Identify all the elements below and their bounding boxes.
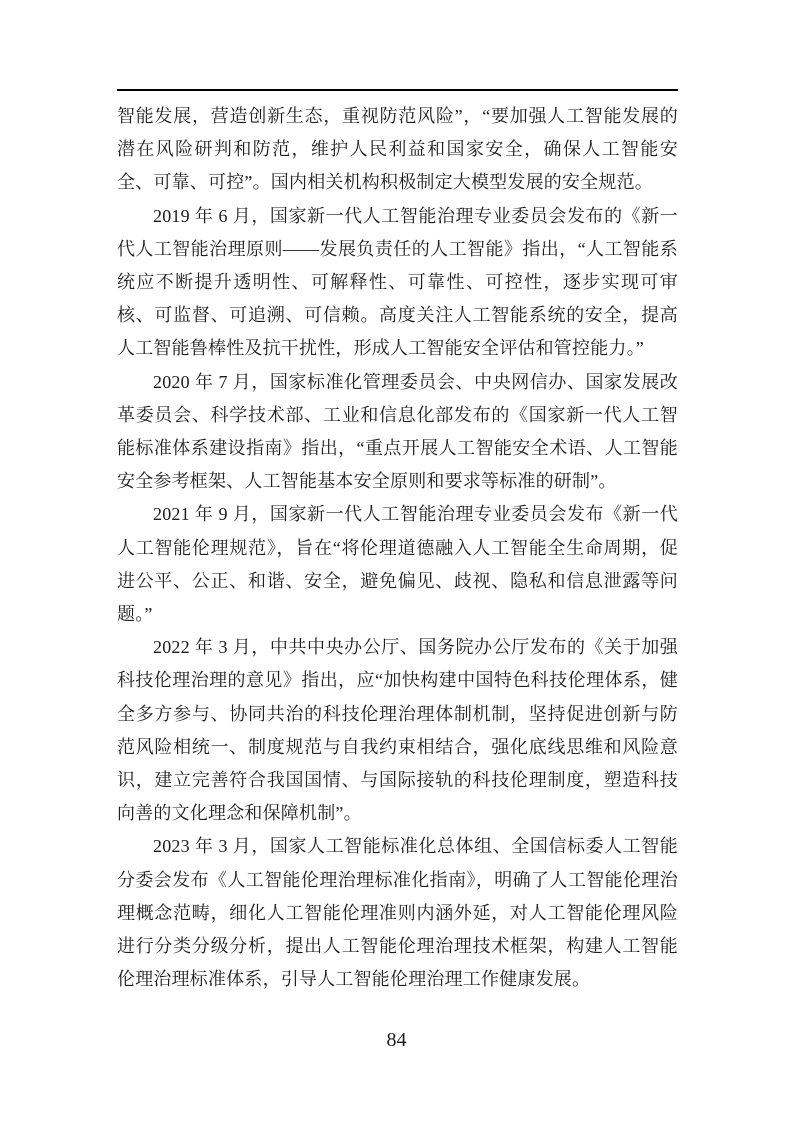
paragraph-2020: 2020 年 7 月，国家标准化管理委员会、中央网信办、国家发展改革委员会、科学技术部、工业和信息化部发布的《国家新一代人工智能标准体系建设指南》指出，“重点开展人工智能安全术语、人工智能安全参考框架、人工智能基本安全原则和要求等标准的研制”。 bbox=[117, 371, 678, 492]
paragraph-2021: 2021 年 9 月，国家新一代人工智能治理专业委员会发布《新一代人工智能伦理规范》，旨在“将伦理道德融入人工智能全生命周期，促进公平、公正、和谐、安全，避免偏见、歧视、隐私和信息泄露等问题。” bbox=[117, 504, 678, 625]
paragraph-continuation: 智能发展，营造创新生态，重视防范风险”，“要加强人工智能发展的潜在风险研判和防范，维护人民利益和国家安全，确保人工智能安全、可靠、可控”。国内相关机构积极制定大模型发展的安全规范。 bbox=[117, 106, 678, 193]
header-rule bbox=[117, 89, 678, 91]
page-footer bbox=[0, 1028, 793, 1052]
paragraph-2023: 2023 年 3 月，国家人工智能标准化总体组、全国信标委人工智能分委会发布《人工智能伦理治理标准化指南》，明确了人工智能伦理治理概念范畴，细化人工智能伦理准则内涵外延，对人工智能伦理风险进行分类分级分析，提出人工智能伦理治理技术框架，构建人工智能伦理治理标准体系，引导人工智能伦理治理工作健康发展。 bbox=[117, 836, 678, 990]
paragraph-2019: 2019 年 6 月，国家新一代人工智能治理专业委员会发布的《新一代人工智能治理原则——发展负责任的人工智能》指出，“人工智能系统应不断提升透明性、可解释性、可靠性、可控性，逐步实现可审核、可监督、可追溯、可信赖。高度关注人工智能系统的安全，提高人工智能鲁棒性及抗干扰性，形成人工智能安全评估和管控能力。” bbox=[117, 205, 678, 359]
page-number: 84 bbox=[386, 1029, 407, 1051]
document-body bbox=[117, 100, 678, 996]
paragraph-2022: 2022 年 3 月，中共中央办公厅、国务院办公厅发布的《关于加强科技伦理治理的意见》指出，应“加快构建中国特色科技伦理体系，健全多方参与、协同共治的科技伦理治理体制机制，坚持促进创新与防范风险相统一、制度规范与自我约束相结合，强化底线思维和风险意识，建立完善符合我国国情、与国际接轨的科技伦理制度，塑造科技向善的文化理念和保障机制”。 bbox=[117, 637, 678, 824]
